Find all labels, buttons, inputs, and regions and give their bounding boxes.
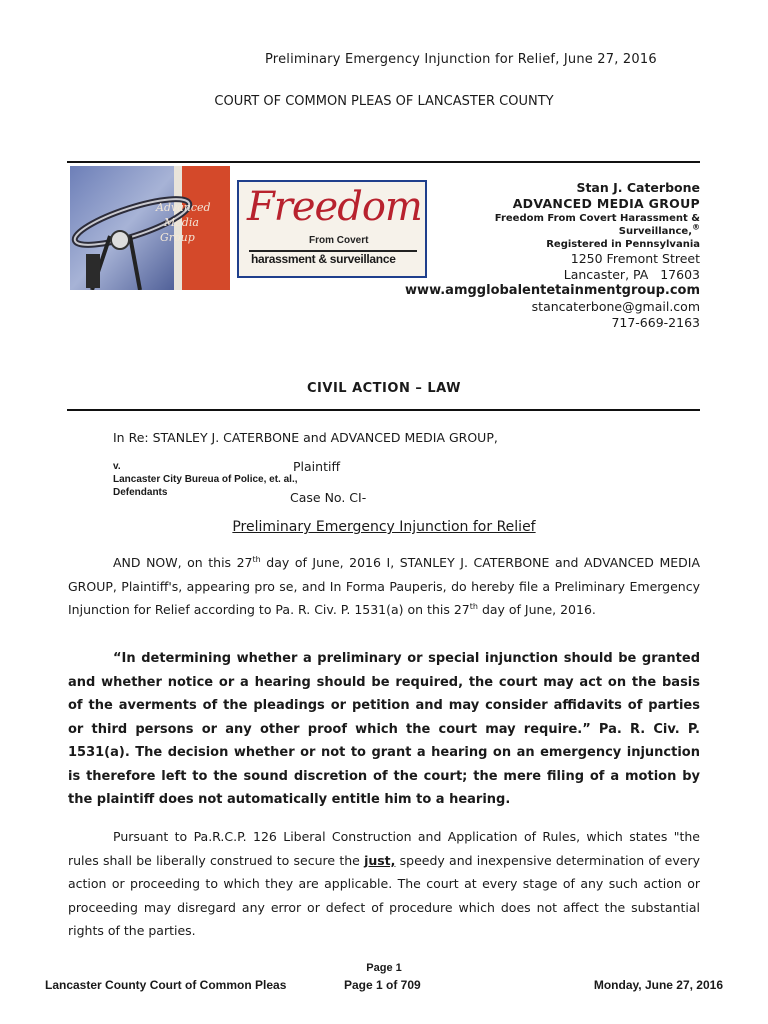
paragraph-text: AND NOW, on this 27: [113, 555, 253, 570]
contact-website-link[interactable]: www.amgglobalentetainmentgroup.com: [405, 283, 700, 298]
paragraph-text: Pursuant to Pa.R.C.P. 126 Liberal Construction and Application of Rules, which states "the rules shall be liberally construed to secure the: [68, 829, 700, 868]
contact-email-link[interactable]: stancaterbone@gmail.com: [531, 299, 700, 314]
contact-tagline-2: [400, 222, 700, 238]
caption-divider: [67, 409, 700, 411]
footer-page-count: Page 1 of 709: [344, 978, 421, 992]
document-title: Preliminary Emergency Injunction for Relief: [232, 519, 536, 535]
case-number: Case No. CI-: [290, 490, 367, 505]
contact-street: 1250 Fremont Street: [570, 251, 700, 266]
ordinal-suffix: th: [252, 554, 261, 564]
opening-paragraph: [68, 551, 700, 622]
defendants-label: Defendants: [113, 487, 168, 498]
paragraph-text: day of June, 2016 I, STANLEY J. CATERBONE and ADVANCED MEDIA GROUP, Plaintiff's, appearing pro se, and In Forma Pauperis, do hereby file a Preliminary Emergency Injunction for Relief according to Pa. R. Civ. P. 1531(a) on this 27: [68, 555, 700, 617]
quote-text: “In determining whether a preliminary or special injunction should be granted and whether notice or a hearing should be required, the court may act on the basis of the averments of the pleadings or petition and may consider affidavits of parties or third persons or any other proof which the court may require.” Pa. R. Civ. P. 1531(a). The decision whether or not to grant a hearing on an emergency injunction is therefore left to the sound discretion of the court; the mere filing of a motion by the plaintiff does not automatically entitle him to a hearing.: [68, 651, 700, 807]
contact-registered: Registered in Pennsylvania: [546, 239, 700, 250]
in-re-line: In Re: STANLEY J. CATERBONE and ADVANCED MEDIA GROUP,: [113, 430, 498, 445]
ordinal-suffix: th: [469, 601, 478, 611]
contact-name: Stan J. Caterbone: [576, 180, 700, 195]
paragraph-text: day of June, 2016.: [477, 602, 596, 617]
emphasized-word: just,: [364, 852, 396, 868]
quoted-rule-paragraph: [68, 647, 700, 812]
defendant-name: Lancaster City Bureua of Police, et. al.,: [113, 474, 298, 485]
advanced-media-group-logo: [70, 166, 230, 290]
amg-logo-text-line: Group: [160, 231, 195, 244]
rule-126-paragraph: [68, 825, 700, 943]
freedom-logo-subtitle: From Covert: [309, 235, 369, 246]
contact-org: ADVANCED MEDIA GROUP: [512, 196, 700, 211]
versus-label: v.: [113, 461, 121, 472]
freedom-logo-wordmark: Freedom: [247, 184, 422, 230]
running-head: Preliminary Emergency Injunction for Relief, June 27, 2016: [265, 52, 657, 67]
contact-tagline-text: Surveillance,: [618, 226, 692, 237]
footer-date: Monday, June 27, 2016: [593, 978, 723, 992]
plaintiff-label: Plaintiff: [293, 459, 341, 474]
amg-logo-text-line: Media: [164, 216, 199, 229]
page-number-mark: Page 1: [366, 962, 402, 974]
civil-action-heading: CIVIL ACTION – LAW: [307, 381, 461, 396]
header-divider: [67, 161, 700, 163]
paragraph-text: speedy and inexpensive determination of every action or proceeding to which they are applicable. The court at every stage of any such action or proceeding may disregard any error or defect of procedure which does not affect the substantial rights of the parties.: [68, 852, 700, 938]
contact-tagline: Freedom From Covert Harassment &: [494, 213, 700, 224]
registered-mark: ®: [692, 222, 700, 232]
amg-logo-text-line: Advanced: [156, 201, 211, 214]
freedom-from-covert-harassment-logo: [237, 180, 427, 278]
court-title: COURT OF COMMON PLEAS OF LANCASTER COUNTY: [214, 94, 554, 109]
contact-city: Lancaster, PA 17603: [563, 267, 700, 282]
contact-block: [400, 180, 700, 331]
freedom-logo-tagline: harassment & surveillance: [251, 252, 396, 266]
footer-court: Lancaster County Court of Common Pleas: [45, 978, 287, 992]
contact-phone: 717-669-2163: [611, 315, 700, 330]
